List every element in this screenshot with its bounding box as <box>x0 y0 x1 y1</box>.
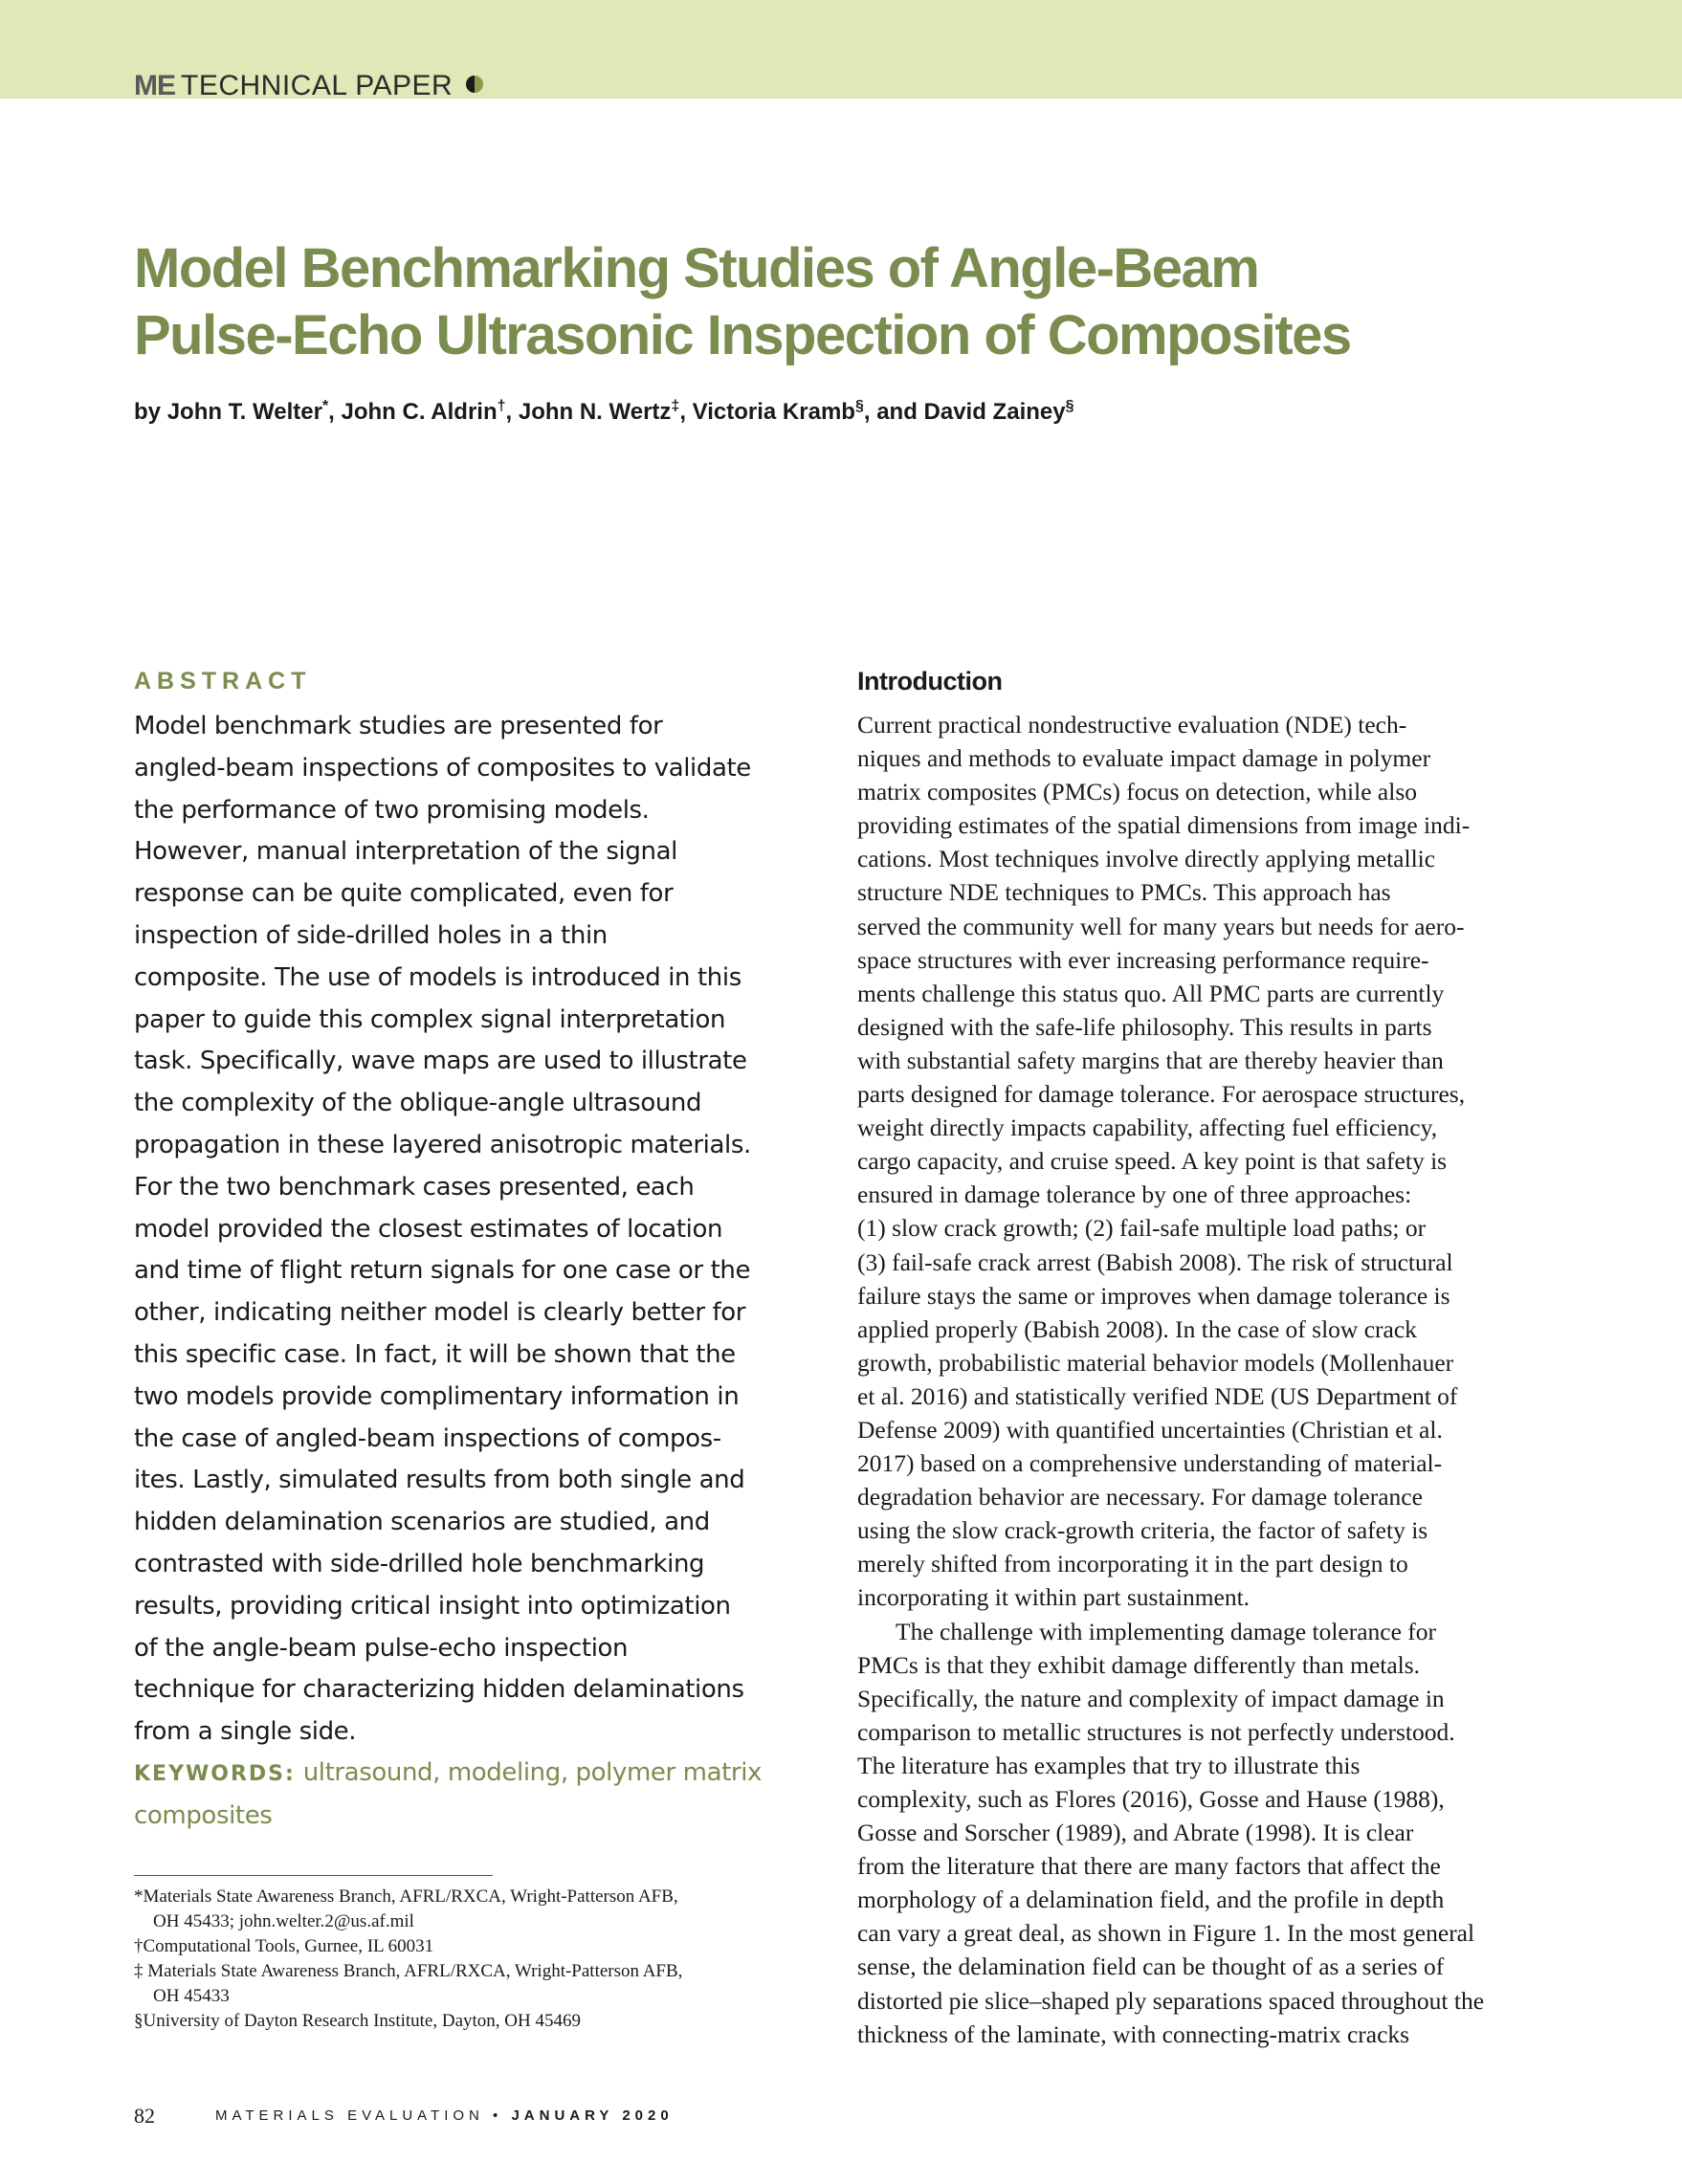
text-line: ments challenge this status quo. All PMC parts are currently <box>857 979 1445 1007</box>
section-name: TECHNICAL PAPER <box>181 70 454 101</box>
text-line: niques and methods to evaluate impact damage in polymer <box>857 744 1431 773</box>
text-line: morphology of a delamination field, and the profile in depth <box>857 1886 1445 1914</box>
text-line: Specifically, the nature and complexity of impact damage in <box>857 1684 1445 1712</box>
text-line: Defense 2009) with quantified uncertainties (Christian et al. <box>857 1415 1443 1444</box>
running-footer: MATERIALS EVALUATION • JANUARY 2020 <box>215 2107 674 2124</box>
text-line: served the community well for many years but needs for aero- <box>857 912 1465 940</box>
text-line: incorporating it within part sustainment. <box>857 1583 1250 1612</box>
text-line: et al. 2016) and statistically verified NDE (US Department of <box>857 1381 1458 1410</box>
author: , and David Zainey <box>863 399 1066 425</box>
abstract-line: angled-beam inspections of composites to validate <box>134 753 751 783</box>
abstract-line: Model benchmark studies are presented for <box>134 712 663 740</box>
keywords-value: composites <box>134 1800 273 1830</box>
text-line: structure NDE techniques to PMCs. This approach has <box>857 878 1391 907</box>
abstract-text <box>134 706 794 1754</box>
author: , Victoria Kramb <box>679 399 855 425</box>
abstract-line: of the angle-beam pulse-echo inspection <box>134 1633 629 1663</box>
text-line: thickness of the laminate, with connecting-matrix cracks <box>857 2019 1410 2048</box>
brand-logo: ME <box>134 70 175 101</box>
text-line: The literature has examples that try to illustrate this <box>857 1751 1361 1779</box>
keywords-value: ultrasound, modeling, polymer matrix <box>295 1758 763 1787</box>
abstract-line: propagation in these layered anisotropic materials. <box>134 1130 751 1159</box>
title-line: Model Benchmarking Studies of Angle-Beam <box>134 237 1259 299</box>
page-number: 82 <box>134 2104 155 2128</box>
abstract-line: contrasted with side-drilled hole benchmarking <box>134 1549 705 1578</box>
text-line: can vary a great deal, as shown in Figure 1. In the most general <box>857 1919 1475 1948</box>
text-line: distorted pie slice–shaped ply separations spaced throughout the <box>857 1986 1485 2015</box>
abstract-line: and time of flight return signals for one case or the <box>134 1256 751 1286</box>
footnote: §University of Dayton Research Institute, Dayton, OH 45469 <box>134 2011 581 2031</box>
text-line: The challenge with implementing damage tolerance for <box>896 1617 1437 1645</box>
author-byline: by John T. Welter*, John C. Aldrin†, John N. Wertz‡, Victoria Kramb§, and David Zainey§ <box>134 398 1074 425</box>
abstract-line: However, manual interpretation of the signal <box>134 837 677 867</box>
text-line: Current practical nondestructive evaluation (NDE) tech- <box>857 711 1407 739</box>
text-line: (3) fail-safe crack arrest (Babish 2008). The risk of structural <box>857 1247 1453 1276</box>
abstract-line: For the two benchmark cases presented, each <box>134 1172 695 1202</box>
text-line: Gosse and Sorscher (1989), and Abrate (1998). It is clear <box>857 1819 1414 1847</box>
text-line: matrix composites (PMCs) focus on detection, while also <box>857 778 1417 806</box>
text-line: cations. Most techniques involve directly applying metallic <box>857 845 1436 873</box>
abstract-line: other, indicating neither model is clearly better for <box>134 1298 746 1328</box>
abstract-line: this specific case. In fact, it will be shown that the <box>134 1339 736 1369</box>
abstract-line: model provided the closest estimates of location <box>134 1214 723 1244</box>
text-line: merely shifted from incorporating it in the part design to <box>857 1550 1408 1578</box>
article-title <box>134 235 1550 369</box>
journal-name: MATERIALS EVALUATION <box>215 2107 484 2124</box>
text-line: sense, the delamination field can be thought of as a series of <box>857 1952 1445 1981</box>
abstract-line: results, providing critical insight into optimization <box>134 1591 731 1621</box>
abstract-line: the performance of two promising models. <box>134 795 650 825</box>
footnote: †Computational Tools, Gurnee, IL 60031 <box>134 1936 434 1956</box>
abstract-line: composite. The use of models is introduced in this <box>134 962 741 992</box>
abstract-line: hidden delamination scenarios are studied, and <box>134 1508 710 1537</box>
abstract-line: two models provide complimentary information in <box>134 1381 740 1411</box>
text-line: space structures with ever increasing performance require- <box>857 945 1429 974</box>
text-line: comparison to metallic structures is not perfectly understood. <box>857 1717 1455 1746</box>
footnote: OH 45433 <box>153 1986 230 2006</box>
footnote: OH 45433; john.welter.2@us.af.mil <box>153 1911 414 1931</box>
section-heading-introduction: Introduction <box>857 667 1003 695</box>
abstract-line: ites. Lastly, simulated results from both single and <box>134 1466 745 1495</box>
abstract-line: the complexity of the oblique-angle ultrasound <box>134 1089 702 1118</box>
author: , John N. Wertz <box>505 399 672 425</box>
text-line: using the slow crack-growth criteria, the factor of safety is <box>857 1516 1428 1545</box>
abstract-heading: ABSTRACT <box>134 668 312 695</box>
text-line: with substantial safety margins that are thereby heavier than <box>857 1046 1444 1074</box>
text-line: complexity, such as Flores (2016), Gosse and Hause (1988), <box>857 1785 1445 1813</box>
abstract-line: paper to guide this complex signal interpretation <box>134 1004 726 1034</box>
text-line: (1) slow crack growth; (2) fail-safe multiple load paths; or <box>857 1214 1427 1243</box>
text-line: cargo capacity, and cruise speed. A key point is that safety is <box>857 1147 1448 1176</box>
abstract-line: technique for characterizing hidden delaminations <box>134 1675 744 1705</box>
footnotes <box>134 1885 804 2034</box>
footnote: *Materials State Awareness Branch, AFRL/RXCA, Wright-Patterson AFB, <box>134 1886 678 1907</box>
footnote: ‡ Materials State Awareness Branch, AFRL/RXCA, Wright-Patterson AFB, <box>134 1961 683 1981</box>
footnote-divider <box>134 1875 493 1876</box>
text-line: from the literature that there are many factors that affect the <box>857 1852 1441 1881</box>
text-line: providing estimates of the spatial dimensions from image indi- <box>857 811 1471 840</box>
keywords <box>134 1753 794 1838</box>
abstract-line: from a single side. <box>134 1717 357 1747</box>
author: , John C. Aldrin <box>328 399 498 425</box>
section-label <box>134 72 483 100</box>
title-line: Pulse-Echo Ultrasonic Inspection of Composites <box>134 304 1351 366</box>
half-circle-icon <box>466 76 483 93</box>
text-line: ensured in damage tolerance by one of three approaches: <box>857 1180 1412 1209</box>
abstract-line: response can be quite complicated, even for <box>134 879 674 909</box>
journal-issue: JANUARY 2020 <box>511 2107 674 2124</box>
text-line: PMCs is that they exhibit damage differently than metals. <box>857 1650 1421 1679</box>
text-line: weight directly impacts capability, affecting fuel efficiency, <box>857 1114 1438 1142</box>
introduction-text <box>857 708 1556 2051</box>
text-line: applied properly (Babish 2008). In the case of slow crack <box>857 1314 1417 1343</box>
text-line: growth, probabilistic material behavior models (Mollenhauer <box>857 1348 1454 1377</box>
abstract-line: inspection of side-drilled holes in a thin <box>134 920 608 950</box>
abstract-line: task. Specifically, wave maps are used to illustrate <box>134 1047 747 1076</box>
text-line: designed with the safe-life philosophy. This results in parts <box>857 1012 1432 1041</box>
author: John T. Welter <box>166 399 322 425</box>
text-line: degradation behavior are necessary. For damage tolerance <box>857 1483 1423 1511</box>
text-line: 2017) based on a comprehensive understanding of material- <box>857 1449 1443 1478</box>
keywords-label: KEYWORDS: <box>134 1762 296 1786</box>
text-line: failure stays the same or improves when damage tolerance is <box>857 1281 1450 1310</box>
abstract-line: the case of angled-beam inspections of compos- <box>134 1423 721 1453</box>
text-line: parts designed for damage tolerance. For aerospace structures, <box>857 1080 1466 1109</box>
